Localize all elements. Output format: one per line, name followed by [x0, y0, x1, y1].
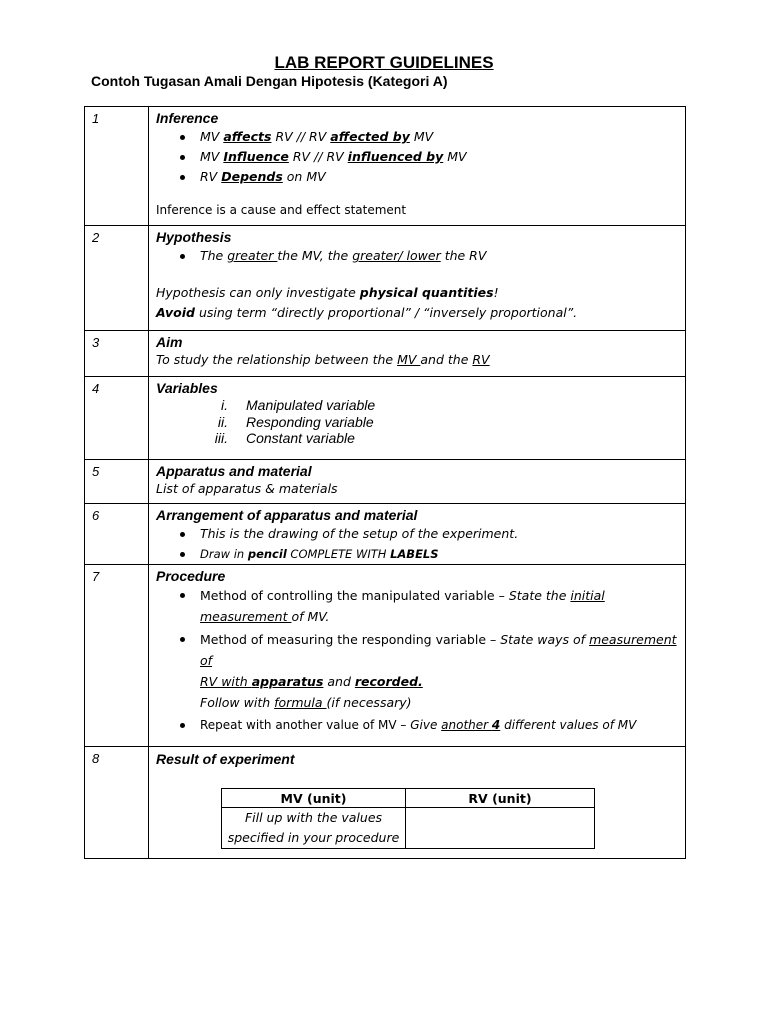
- list-item: MV affects RV // RV affected by MV: [200, 127, 679, 147]
- hypothesis-note: Hypothesis can only investigate physical quantities!: [156, 285, 499, 300]
- table-row: [85, 226, 686, 331]
- list-item: The greater the MV, the greater/ lower the RV: [200, 246, 679, 266]
- section-heading: Apparatus and material: [156, 463, 312, 479]
- bullet-list: [156, 246, 679, 266]
- hypothesis-warning: Avoid using term “directly proportional” / “inversely proportional”.: [156, 305, 578, 320]
- list-item: Method of measuring the responding variable – State ways of measurement of RV with apparatus and recorded. Follow with formula (if necessary): [200, 629, 679, 713]
- result-header-rv: RV (unit): [406, 789, 595, 808]
- bullet-list: [156, 127, 679, 187]
- row-number: 8: [85, 747, 149, 859]
- section-heading: Procedure: [156, 568, 226, 584]
- row-content: [149, 377, 686, 460]
- result-header-mv: MV (unit): [222, 789, 406, 808]
- list-item: Repeat with another value of MV – Give another 4 different values of MV: [200, 715, 679, 735]
- row-number: 1: [85, 107, 149, 226]
- row-number: 2: [85, 226, 149, 331]
- section-heading: Inference: [156, 110, 219, 126]
- row-content: [149, 747, 686, 859]
- result-table: [221, 788, 595, 849]
- table-row: [85, 504, 686, 565]
- row-content: [149, 331, 686, 377]
- row-number: 3: [85, 331, 149, 377]
- table-row: [85, 331, 686, 377]
- section-heading: Result of experiment: [156, 751, 295, 767]
- row-content: [149, 226, 686, 331]
- table-row: [85, 107, 686, 226]
- table-row: [222, 808, 595, 849]
- table-row: [85, 377, 686, 460]
- page-subtitle: Contoh Tugasan Amali Dengan Hipotesis (Kategori A): [91, 73, 448, 89]
- page-title: LAB REPORT GUIDELINES: [274, 53, 494, 72]
- row-number: 6: [85, 504, 149, 565]
- row-content: [149, 107, 686, 226]
- result-cell-mv: Fill up with the values specified in your procedure: [222, 808, 406, 849]
- row-content: [149, 565, 686, 747]
- table-row: [85, 747, 686, 859]
- list-item: Draw in pencil COMPLETE WITH LABELS: [200, 544, 679, 564]
- variables-list: [156, 397, 679, 447]
- bullet-list: [156, 524, 679, 564]
- result-cell-rv: [406, 808, 595, 849]
- list-item: RV Depends on MV: [200, 167, 679, 187]
- list-item: MV Influence RV // RV influenced by MV: [200, 147, 679, 167]
- row-number: 5: [85, 460, 149, 504]
- section-heading: Arrangement of apparatus and material: [156, 507, 418, 523]
- bullet-list: [156, 585, 679, 735]
- list-item: iii. Constant variable: [214, 430, 355, 446]
- section-heading: Aim: [156, 334, 183, 350]
- row-number: 4: [85, 377, 149, 460]
- list-item: i. Manipulated variable: [221, 397, 376, 413]
- list-item: This is the drawing of the setup of the experiment.: [200, 524, 679, 544]
- table-row: [85, 460, 686, 504]
- row-content: [149, 460, 686, 504]
- table-row: [222, 789, 595, 808]
- list-item: ii. Responding variable: [217, 413, 374, 430]
- row-number: 7: [85, 565, 149, 747]
- section-heading: Hypothesis: [156, 229, 232, 245]
- list-item: Method of controlling the manipulated variable – State the initial measurement of MV.: [200, 585, 679, 627]
- inference-note: Inference is a cause and effect statement: [156, 203, 407, 217]
- table-row: [85, 565, 686, 747]
- guidelines-table: [84, 106, 686, 859]
- apparatus-text: List of apparatus & materials: [156, 481, 338, 496]
- row-content: [149, 504, 686, 565]
- section-heading: Variables: [156, 380, 218, 396]
- aim-text: To study the relationship between the MV and the RV: [156, 352, 490, 367]
